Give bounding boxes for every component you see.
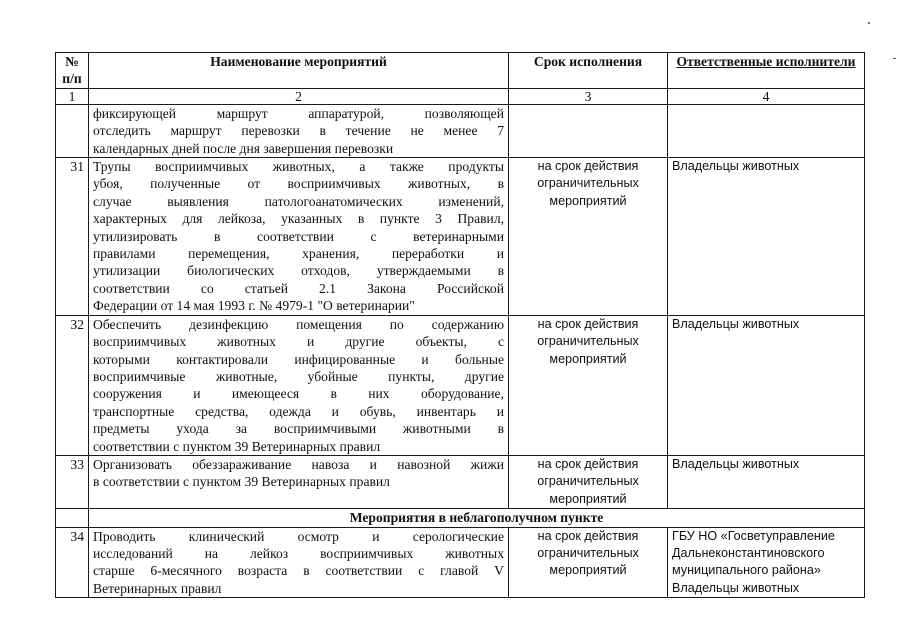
measure-text (89, 104, 509, 157)
row-number: 32 (56, 315, 89, 455)
measure-text (89, 527, 509, 598)
responsible-line: ГБУ НО «Госветуправление (672, 528, 835, 543)
responsible-line: Владельцы животных (672, 580, 800, 595)
table-row (56, 158, 865, 316)
measure-line: предметы ухода за восприимчивыми животными в (93, 421, 504, 437)
measure-line: отследить маршрут перевозки в течение не менее 7 (93, 123, 504, 139)
table-row-continuation (56, 104, 865, 157)
column-number: 3 (509, 88, 668, 104)
section-title: Мероприятия в неблагополучном пункте (89, 509, 865, 527)
row-number: 31 (56, 158, 89, 316)
measure-line: соответствии со статьей 2.1 Закона Российской (93, 280, 504, 296)
term-cell: на срок действия ограничительных мероприятий (509, 455, 668, 508)
responsible-line: муниципального района» (672, 563, 821, 578)
column-numbers-row (56, 88, 865, 104)
column-number: 2 (89, 88, 509, 104)
measure-line: Обеспечить дезинфекцию помещения по содержанию (93, 316, 504, 332)
measure-line: утилизировать в соответствии с ветеринарными (93, 228, 504, 244)
measure-line: Трупы восприимчивых животных, а также продукты (93, 159, 504, 175)
measure-text (89, 455, 509, 508)
term-cell: на срок действия ограничительных мероприятий (509, 315, 668, 455)
measure-line: соответствии с пунктом 39 Ветеринарных правил (93, 438, 381, 454)
table-row (56, 315, 865, 455)
responsible-cell (668, 104, 865, 157)
measure-line: правилами перемещения, хранения, переработки и (93, 246, 504, 262)
row-number: 33 (56, 455, 89, 508)
header-responsible-text: Ответственные исполнители (676, 54, 856, 69)
section-row (56, 509, 865, 527)
measure-line: восприимчивых животных и другие объекты, с (93, 334, 504, 350)
measure-line: фиксирующей маршрут аппаратурой, позволяющей (93, 105, 504, 121)
row-number: 34 (56, 527, 89, 598)
measure-line: Федерации от 14 мая 1993 г. № 4979-1 "О ветеринарии" (93, 298, 415, 314)
measure-line: Проводить клинический осмотр и серологические (93, 528, 504, 544)
measure-line: утилизации биологических отходов, утверждаемыми в (93, 263, 504, 279)
scan-speck (868, 22, 870, 24)
measure-line: сооружения и имеющееся в них оборудование, (93, 386, 504, 402)
measure-line: убоя, полученные от восприимчивых животных, в (93, 176, 504, 192)
header-number: № п/п (56, 53, 89, 89)
measure-text (89, 315, 509, 455)
measure-line: которыми контактировали инфицированные и больные (93, 351, 504, 367)
table-row (56, 455, 865, 508)
responsible-cell: Владельцы животных (668, 158, 865, 316)
measure-line: характерных для лейкоза, указанных в пункте 3 Правил, (93, 211, 504, 227)
measures-table (55, 52, 865, 598)
term-cell (509, 104, 668, 157)
measure-line: календарных дней после дня завершения перевозки (93, 140, 394, 156)
measure-line: старше 6-месячного возраста в соответствии с главой V (93, 563, 504, 579)
header-measure-name: Наименование мероприятий (89, 53, 509, 89)
measure-line: случае выявления патологоанатомических изменений, (93, 193, 504, 209)
responsible-line: Дальнеконстантиновского (672, 545, 825, 560)
measure-text (89, 158, 509, 316)
column-number: 4 (668, 88, 865, 104)
row-number (56, 104, 89, 157)
column-number: 1 (56, 88, 89, 104)
measure-line: Организовать обеззараживание навоза и навозной жижи (93, 456, 504, 472)
measure-line: транспортные средства, одежда и обувь, инвентарь и (93, 403, 504, 419)
responsible-cell: Владельцы животных (668, 315, 865, 455)
table-header-row (56, 53, 865, 89)
term-cell: на срок действия ограничительных мероприятий (509, 158, 668, 316)
measure-line: в соответствии с пунктом 39 Ветеринарных правил (93, 474, 390, 490)
term-cell: на срок действия ограничительных мероприятий (509, 527, 668, 598)
measure-line: Ветеринарных правил (93, 580, 222, 596)
header-responsible (668, 53, 865, 89)
responsible-cell: Владельцы животных (668, 455, 865, 508)
section-number-cell (56, 509, 89, 527)
header-term: Срок исполнения (509, 53, 668, 89)
scan-speck (893, 58, 896, 59)
responsible-cell (668, 527, 865, 598)
table-row (56, 527, 865, 598)
measure-line: восприимчивые животные, убойные пункты, другие (93, 368, 504, 384)
measure-line: исследований на лейкоз восприимчивых животных (93, 545, 504, 561)
